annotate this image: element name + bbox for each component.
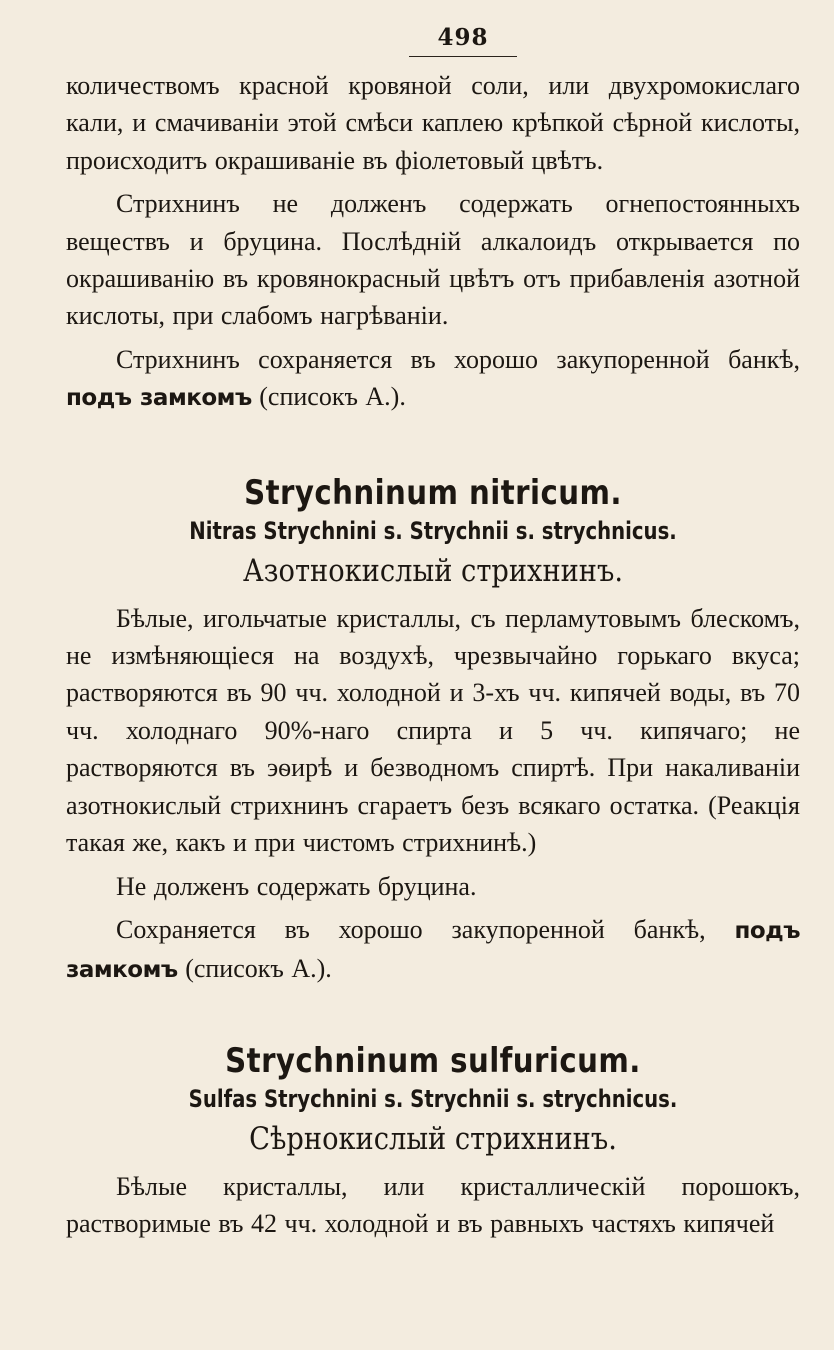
section-paragraph-storage	[66, 911, 800, 990]
section-title-latin: Strychninum nitricum.	[244, 472, 622, 513]
storage-text: Стрихнинъ сохраняется въ хорошо закупоренной банкѣ,	[116, 344, 800, 374]
section-synonyms: Nitras Strychnini s. Strychnii s. strychnicus.	[189, 516, 677, 545]
storage-list: (списокъ А.).	[177, 954, 332, 984]
section-title-latin: Strychninum sulfuricum.	[225, 1040, 641, 1081]
section-title-russian: Сѣрнокислый стрихнинъ.	[249, 1120, 617, 1157]
section-title-russian: Азотнокислый стрихнинъ.	[242, 552, 624, 589]
section-paragraph-purity: Не долженъ содержать бруцина.	[116, 871, 477, 901]
storage-text: Сохраняется въ хорошо закупоренной банкѣ,	[116, 914, 735, 944]
section-synonyms: Sulfas Strychnini s. Strychnii s. strychnicus.	[188, 1084, 678, 1113]
storage-list: (списокъ А.).	[251, 382, 406, 412]
section-paragraph-description: Бѣлые, игольчатые кристаллы, съ перламутовымъ блескомъ, не измѣняющіеся на воздухѣ, чрезвычайно горькаго вкуса; растворяются въ 90 чч. холодной и 3-хъ чч. кипячей воды, въ 70 чч. холоднаго 90%-наго спирта и 5 чч. кипячаго; не растворяются въ эѳирѣ и безводномъ спиртѣ. При накаливаніи азотнокислый стрихнинъ сгараетъ безъ всякаго остатка. (Реакція такая же, какъ и при чистомъ стрихнинѣ.)	[66, 603, 800, 858]
intro-paragraph-purity: Стрихнинъ не долженъ содержать огнепостоянныхъ веществъ и бруцина. Послѣдній алкалоидъ открывается по окрашиванію въ кровянокрасный цвѣтъ отъ прибавленія азотной кислоты, при слабомъ нагрѣваніи.	[66, 189, 800, 331]
section-spacer	[66, 996, 800, 1040]
intro-paragraph-continued: количествомъ красной кровяной соли, или двухромокислаго кали, и смачиваніи этой смѣси каплею крѣпкой сѣрной кислоты, происходитъ окрашиваніе въ фіолетовый цвѣтъ.	[66, 71, 800, 175]
section-spacer	[66, 424, 800, 468]
page-number-rule	[409, 56, 517, 57]
intro-paragraph-storage	[66, 341, 800, 418]
page-number: 498	[437, 24, 489, 51]
storage-emphasis: подъ замкомъ	[66, 917, 800, 984]
storage-emphasis: подъ замкомъ	[66, 385, 252, 412]
section-paragraph-description: Бѣлые кристаллы, или кристаллическій порошокъ, растворимые въ 42 чч. холодной и въ равныхъ частяхъ кипячей	[66, 1171, 800, 1239]
